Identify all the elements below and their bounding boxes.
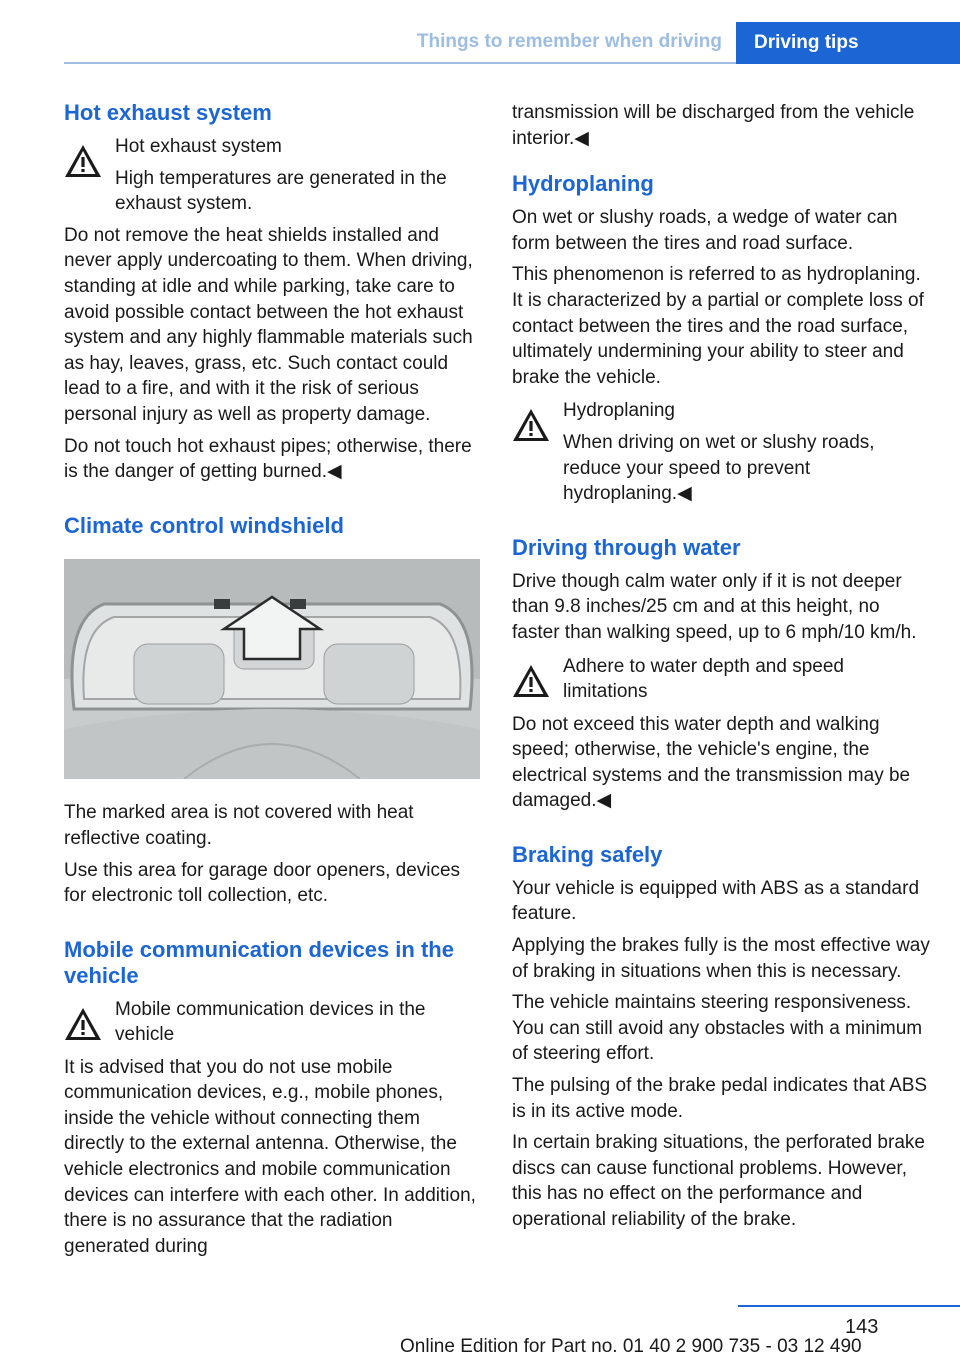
header-section-title: Things to remember when driving	[416, 31, 722, 52]
edition-footer: Online Edition for Part no. 01 40 2 900 735 - 03 12 490	[400, 1336, 862, 1357]
warning-title: Hot exhaust system	[115, 136, 282, 157]
warning-triangle-icon	[512, 408, 550, 442]
warning-text: High temperatures are generated in the exhaust system.	[115, 167, 447, 215]
heading-hot-exhaust: Hot exhaust system	[64, 100, 272, 125]
page-number: 143	[845, 1316, 879, 1338]
heading-hydroplaning: Hydroplaning	[512, 171, 654, 197]
heading-driving-through-water: Driving through water	[512, 534, 741, 560]
warning-mobile-devices	[64, 997, 482, 1049]
warning-title: Hydroplaning	[563, 400, 675, 422]
paragraph: It is advised that you do not use mobile communication devices, e.g., mobile phones, inside the vehicle without connecting them directly to the external antenna. Otherwise, the vehicle electronics and mobile communication devices can interfere with each other. In addition, there is no assurance that the radiation generated during	[64, 1056, 476, 1257]
heading-climate-windshield: Climate control windshield	[64, 512, 344, 538]
warning-hot-exhaust	[64, 134, 482, 217]
windshield-illustration	[64, 559, 480, 779]
warning-triangle-icon	[512, 664, 550, 698]
paragraph: In certain braking situations, the perforated brake discs can cause functional problems. However, this has no effect on the performance and operational reliability of the brake.	[512, 1132, 925, 1230]
header-chapter-tab: Driving tips	[736, 22, 960, 64]
warning-text: When driving on wet or slushy roads, reduce your speed to prevent hydroplaning.◀	[563, 431, 875, 505]
paragraph: Your vehicle is equipped with ABS as a standard feature.	[512, 877, 920, 925]
warning-triangle-icon	[64, 144, 102, 178]
warning-triangle-icon	[64, 1007, 102, 1041]
heading-mobile-devices: Mobile communication devices in the vehicle	[64, 936, 454, 988]
paragraph: Applying the brakes fully is the most effective way of braking in situations when this is necessary.	[512, 935, 930, 982]
paragraph: Do not remove the heat shields installed and never apply undercoating to them. When driving, standing at idle and while parking, take care to avoid possible contact between the hot exhaust system and any highly flammable materials such as hay, leaves, grass, etc. Such contact could lead to a fire, and with it the risk of serious personal injury as well as property damage.	[64, 224, 473, 425]
paragraph: Use this area for garage door openers, devices for electronic toll collection, etc.	[64, 859, 461, 907]
heading-braking-safely: Braking safely	[512, 841, 663, 867]
warning-title: Adhere to water depth and speed limitations	[563, 655, 844, 703]
paragraph: On wet or slushy roads, a wedge of water can form between the tires and road surface.	[512, 207, 898, 254]
paragraph: Do not touch hot exhaust pipes; otherwise, there is the danger of getting burned.◀	[64, 435, 472, 483]
footer-rule	[738, 1305, 960, 1307]
warning-hydroplaning	[512, 398, 930, 506]
paragraph: The vehicle maintains steering responsiveness. You can still avoid any obstacles with a minimum of steering effort.	[512, 992, 923, 1065]
warning-title: Mobile communication devices in the vehicle	[115, 998, 426, 1046]
paragraph: Do not exceed this water depth and walking speed; otherwise, the vehicle's engine, the electrical systems and the transmission may be damaged.◀	[512, 713, 911, 812]
paragraph: Drive though calm water only if it is not deeper than 9.8 inches/25 cm and at this height, no faster than walking speed, up to 6 mph/10 km/h.	[512, 570, 917, 643]
paragraph: The marked area is not covered with heat reflective coating.	[64, 802, 414, 849]
warning-water-depth	[512, 654, 930, 706]
paragraph: transmission will be discharged from the vehicle interior.◀	[512, 102, 915, 149]
left-column	[64, 100, 482, 1265]
paragraph: The pulsing of the brake pedal indicates that ABS is in its active mode.	[512, 1075, 928, 1122]
paragraph: This phenomenon is referred to as hydroplaning. It is characterized by a partial or complete loss of contact between the tires and the road surface, ultimately undermining your ability to steer and brake the vehicle.	[512, 264, 924, 388]
right-column	[512, 100, 930, 1239]
